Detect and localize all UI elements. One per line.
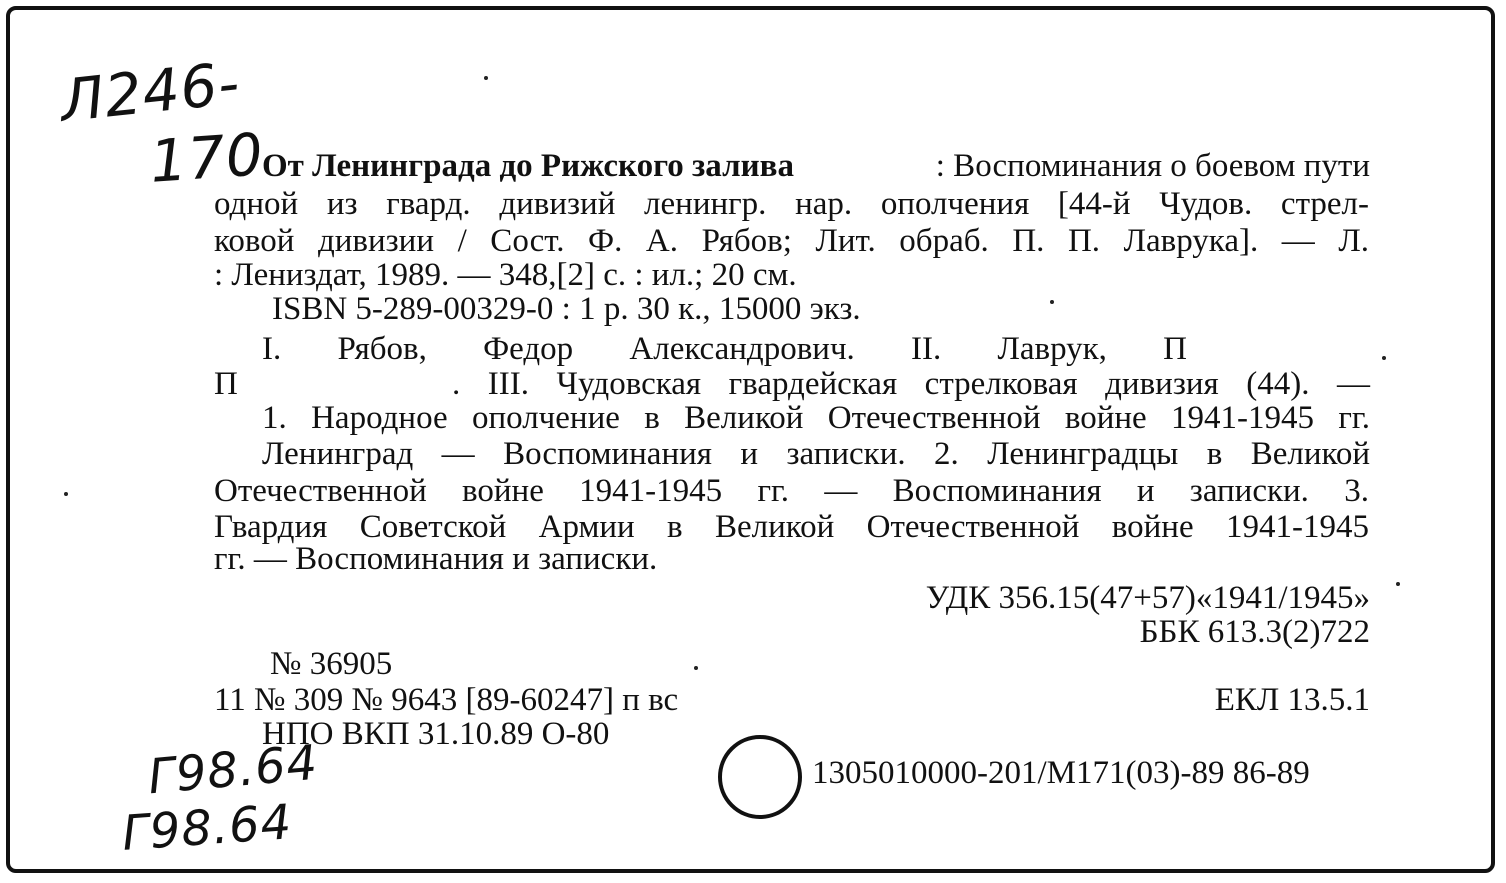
udk-code: УДК 356.15(47+57)«1941/1945» xyxy=(925,580,1370,616)
subject-line-5: гг. — Воспоминания и записки. xyxy=(214,541,658,577)
subject-line-2: Ленинград — Воспоминания и записки. 2. Ленинградцы в Великой xyxy=(262,436,1370,472)
entry-title: От Ленинграда до Рижского залива xyxy=(262,148,794,184)
bbk-code: ББК 613.3(2)722 xyxy=(1139,614,1370,650)
entry-line-3: ковой дивизии / Сост. Ф. А. Рябов; Лит. обраб. П. П. Лаврука]. — Л. xyxy=(214,223,1369,259)
subject-line-1: 1. Народное ополчение в Великой Отечественной войне 1941-1945 гг. xyxy=(262,400,1370,436)
handwritten-shelfmark-bottom: 170 xyxy=(147,120,266,196)
speck xyxy=(64,492,68,496)
card-code: 1305010000-201/М171(03)-89 86-89 xyxy=(812,755,1310,791)
subject-line-3: Отечественной войне 1941-1945 гг. — Воспоминания и записки. 3. xyxy=(214,473,1369,509)
handwritten-shelfmark-top: Л246- xyxy=(56,48,244,136)
card-number: № 36905 xyxy=(270,646,393,682)
entry-line-2: одной из гвард. дивизий ленингр. нар. ополчения [44-й Чудов. стрел- xyxy=(214,186,1369,222)
isbn-line: ISBN 5-289-00329-0 : 1 р. 30 к., 15000 экз. xyxy=(272,291,861,327)
handwritten-note-1: Г98.64 xyxy=(145,734,321,806)
order-line: 11 № 309 № 9643 [89-60247] п вс xyxy=(214,682,679,718)
npo-line: НПО ВКП 31.10.89 О-80 xyxy=(262,716,610,752)
ekl-code: ЕКЛ 13.5.1 xyxy=(1214,682,1370,718)
speck xyxy=(1382,356,1386,360)
entry-line-1 xyxy=(262,150,1370,183)
speck xyxy=(484,76,488,80)
speck xyxy=(1396,582,1400,586)
speck xyxy=(694,666,698,670)
handwritten-note-2: Г98.64 xyxy=(120,794,294,862)
speck xyxy=(1050,300,1054,304)
entry-subtitle: : Воспоминания о боевом пути xyxy=(935,148,1370,184)
entry-line-4: : Лениздат, 1989. — 348,[2] с. : ил.; 20 см. xyxy=(214,257,797,293)
stamp-circle xyxy=(718,735,802,819)
tracing-line-1: I. Рябов, Федор Александрович. II. Лаврук, П xyxy=(262,331,1187,367)
tracing-line-2a: П xyxy=(214,366,238,402)
tracing-line-2b: . III. Чудовская гвардейская стрелковая дивизия (44). — xyxy=(452,366,1370,402)
subject-line-4: Гвардия Советской Армии в Великой Отечественной войне 1941-1945 xyxy=(214,509,1369,545)
